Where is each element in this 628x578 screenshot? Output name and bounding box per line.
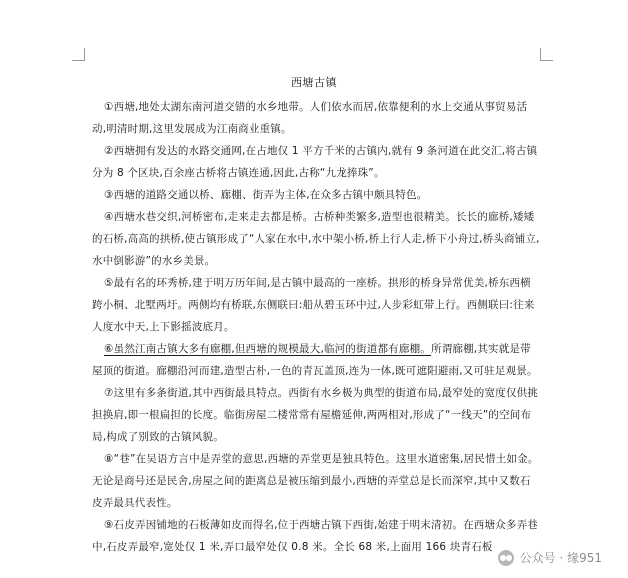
paragraph-6-rest: 所谓廊棚,其实就是带屋顶的街道。廊棚沿河而建,造型古朴,一色的青瓦盖顶,连为一体,既可遮阳避雨,又可驻足观景。 — [92, 343, 538, 377]
page-title: 西塘古镇 — [291, 76, 337, 89]
document-body — [92, 96, 540, 558]
watermark-text: 公众号 · 缘951 — [519, 551, 602, 565]
paragraph-2: ②西塘拥有发达的水路交通网,在占地仅 1 平方千米的古镇内,就有 9 条河道在此交汇,将古镇分为 8 个区块,百余座古桥将古镇连通,因此,古称“九龙捧珠”。 — [92, 145, 538, 179]
wechat-icon — [498, 550, 514, 566]
paragraph-6-underlined: ⑥虽然江南古镇大多有廊棚,但西塘的规模最大,临河的街道都有廊棚。 — [104, 343, 431, 355]
paragraph-5: ⑤最有名的环秀桥,建于明万历年间,是古镇中最高的一座桥。拱形的桥身异常优美,桥东西横跨小桐、北墅两圩。两侧均有桥联,东侧联曰:船从碧玉环中过,人步彩虹带上行。西侧联曰:往来人度水中天,上下影摇波底月。 — [92, 277, 535, 333]
crop-mark-top-right — [540, 48, 553, 61]
paragraph-4: ④西塘水巷交织,河桥密布,走来走去都是桥。古桥种类繁多,造型也很精美。长长的廊桥,矮矮的石桥,高高的拱桥,使古镇形成了“人家在水中,水中架小桥,桥上行人走,桥下小舟过,桥头商铺立,水中倒影游”的水乡美景。 — [92, 211, 540, 267]
paragraph-8: ⑧“巷”在吴语方言中是弄堂的意思,西塘的弄堂更是独具特色。这里水道密集,居民惜土如金。无论是商号还是民舍,房屋之间的距离总是被压缩到最小,西塘的弄堂总是长而深窄,其中又数石皮弄最具代表性。 — [92, 453, 539, 509]
paragraph-1: ①西塘,地处太湖东南河道交错的水乡地带。人们依水而居,依靠便利的水上交通从事贸易活动,明清时期,这里发展成为江南商业重镇。 — [92, 101, 528, 135]
paragraph-3: ③西塘的道路交通以桥、廊棚、街弄为主体,在众多古镇中颇具特色。 — [104, 189, 428, 201]
paragraph-9: ⑨石皮弄因铺地的石板薄如皮而得名,位于西塘古镇下西街,始建于明末清初。在西塘众多弄巷中,石皮弄最窄,宽处仅 1 米,弄口最窄处仅 0.8 米。全长 68 米,上面用 166 块青石板 — [92, 519, 538, 553]
paragraph-7: ⑦这里有多条街道,其中西街最具特点。西街有水乡极为典型的街道布局,最窄处的宽度仅供挑担换肩,即一根扁担的长度。临街房屋二楼常常有屋檐延伸,两两相对,形成了“一线天”的空间布局,构成了别致的古镇风貌。 — [92, 387, 538, 443]
watermark — [494, 547, 606, 568]
paragraph-6 — [92, 338, 540, 382]
crop-mark-top-left — [72, 48, 85, 61]
